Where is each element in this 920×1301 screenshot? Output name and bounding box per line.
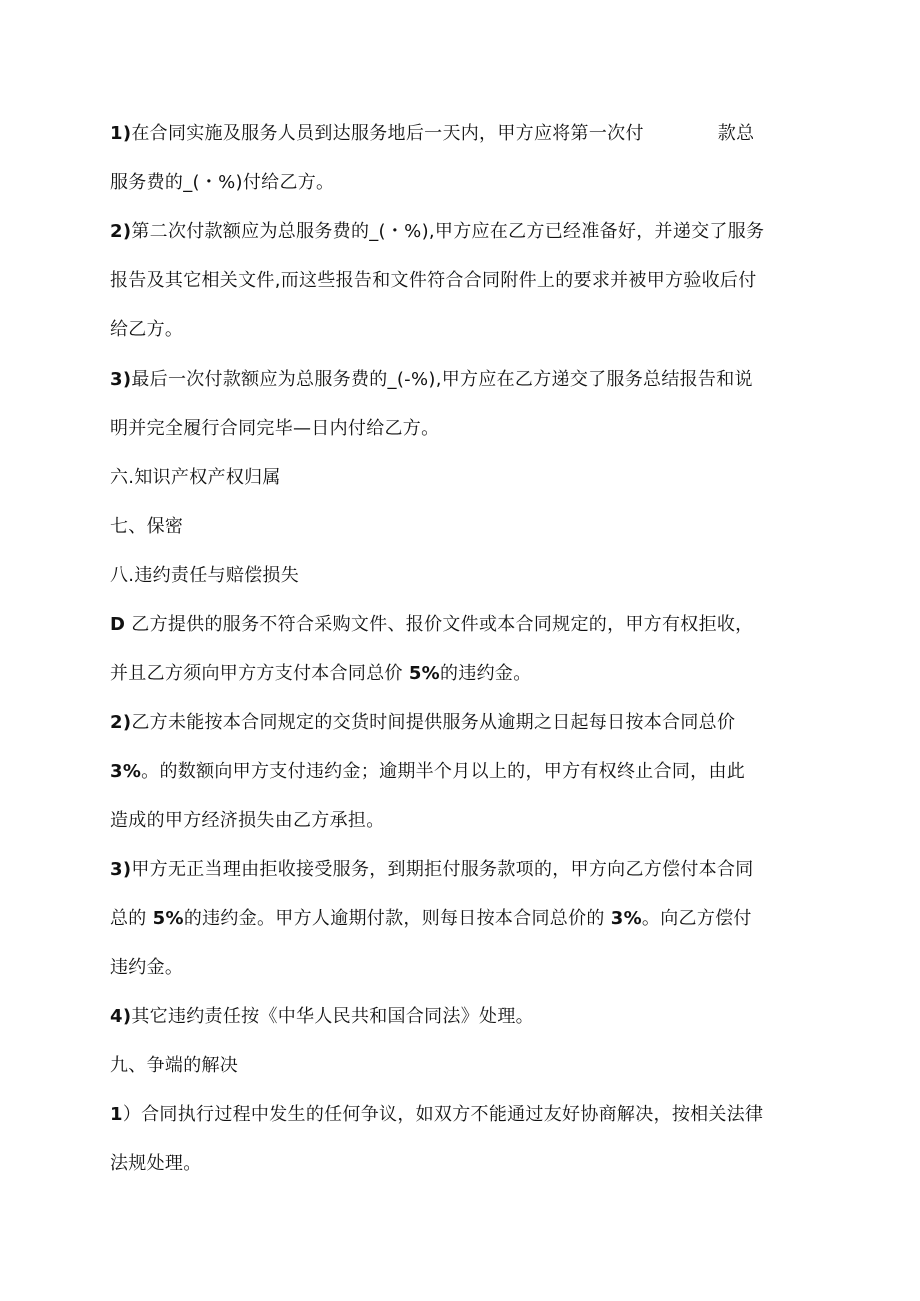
- paragraph-2-line-1: [110, 220, 764, 244]
- penalty-percent: 5%: [408, 663, 441, 684]
- liability-item-4-line-1: [110, 1005, 534, 1029]
- line-text: 造成的甲方经济损失由乙方承担。: [110, 810, 385, 831]
- line-text: ）合同执行过程中发生的任何争议，如双方不能通过友好协商解决，按相关法律: [122, 1104, 764, 1125]
- line-text: 明并完全履行合同完毕—日内付给乙方。: [110, 418, 440, 439]
- paragraph-3-line-1: [110, 368, 753, 392]
- paragraph-2-line-2: [110, 269, 757, 293]
- item-number: 4): [110, 1006, 132, 1027]
- dispute-item-1-line-1: [110, 1103, 763, 1127]
- penalty-percent: 3%: [110, 761, 142, 782]
- line-text: 在合同实施及服务人员到达服务地后一天内，甲方应将第一次付: [131, 123, 644, 144]
- paragraph-3-line-2: [110, 417, 439, 441]
- line-text: 总的: [110, 908, 147, 929]
- line-text: 并且乙方须向甲方方支付本合同总价: [110, 663, 403, 684]
- item-number: 1: [110, 1104, 123, 1125]
- liability-item-3-line-3: [110, 956, 183, 980]
- section-heading-ip: [110, 466, 281, 490]
- line-text: 其它违约责任按《中华人民共和国合同法》处理。: [131, 1006, 534, 1027]
- line-text: 甲方无正当理由拒收接受服务，到期拒付服务款项的，甲方向乙方偿付本合同: [131, 859, 754, 880]
- paragraph-1-line-1: [110, 122, 754, 146]
- line-text: 。的数额向甲方支付违约金；逾期半个月以上的，甲方有权终止合同，由此: [141, 761, 746, 782]
- liability-item-1-line-1: [110, 613, 753, 637]
- heading-text: 七、保密: [110, 516, 184, 537]
- liability-item-2-line-3: [110, 809, 385, 833]
- section-heading-liability: [110, 564, 299, 588]
- line-text: 服务费的_(・%)付给乙方。: [110, 172, 335, 193]
- item-number: 1): [110, 123, 132, 144]
- line-text: 违约金。: [110, 957, 184, 978]
- item-number: 2): [110, 221, 132, 242]
- heading-text: 九、争端的解决: [110, 1055, 239, 1076]
- line-text: 最后一次付款额应为总服务费的_(-%),甲方应在乙方递交了服务总结报告和说: [131, 369, 753, 390]
- heading-text: 六.知识产权产权归属: [110, 467, 281, 488]
- item-number: 2): [110, 712, 132, 733]
- heading-text: 八.违约责任与赔偿损失: [110, 565, 300, 586]
- liability-item-2-line-2: [110, 760, 745, 784]
- liability-item-2-line-1: [110, 711, 735, 735]
- paragraph-2-line-3: [110, 318, 183, 342]
- item-number: D: [110, 614, 126, 635]
- liability-item-3-line-1: [110, 858, 754, 882]
- section-heading-disputes: [110, 1054, 238, 1078]
- late-fee-percent: 3%: [610, 908, 642, 929]
- section-heading-confidentiality: [110, 515, 183, 539]
- line-tail: 款总: [717, 123, 755, 144]
- penalty-percent: 5%: [152, 908, 184, 929]
- line-text: 给乙方。: [110, 319, 184, 340]
- paragraph-1-line-2: [110, 171, 334, 195]
- dispute-item-1-line-2: [110, 1152, 202, 1176]
- liability-item-3-line-2: [110, 907, 752, 931]
- line-text: 报告及其它相关文件,而这些报告和文件符合合同附件上的要求并被甲方验收后付: [110, 270, 757, 291]
- item-number: 3): [110, 859, 132, 880]
- line-text: 的违约金。甲方人逾期付款，则每日按本合同总价的: [183, 908, 605, 929]
- line-text: 。向乙方偿付: [641, 908, 752, 929]
- line-text: 乙方未能按本合同规定的交货时间提供服务从逾期之日起每日按本合同总价: [131, 712, 736, 733]
- item-number: 3): [110, 369, 132, 390]
- line-text: 乙方提供的服务不符合采购文件、报价文件或本合同规定的，甲方有权拒收，: [131, 614, 754, 635]
- line-text: 第二次付款额应为总服务费的_(・%),甲方应在乙方已经准备好，并递交了服务: [131, 221, 765, 242]
- line-text: 的违约金。: [440, 663, 532, 684]
- liability-item-1-line-2: [110, 662, 532, 686]
- line-text: 法规处理。: [110, 1153, 202, 1174]
